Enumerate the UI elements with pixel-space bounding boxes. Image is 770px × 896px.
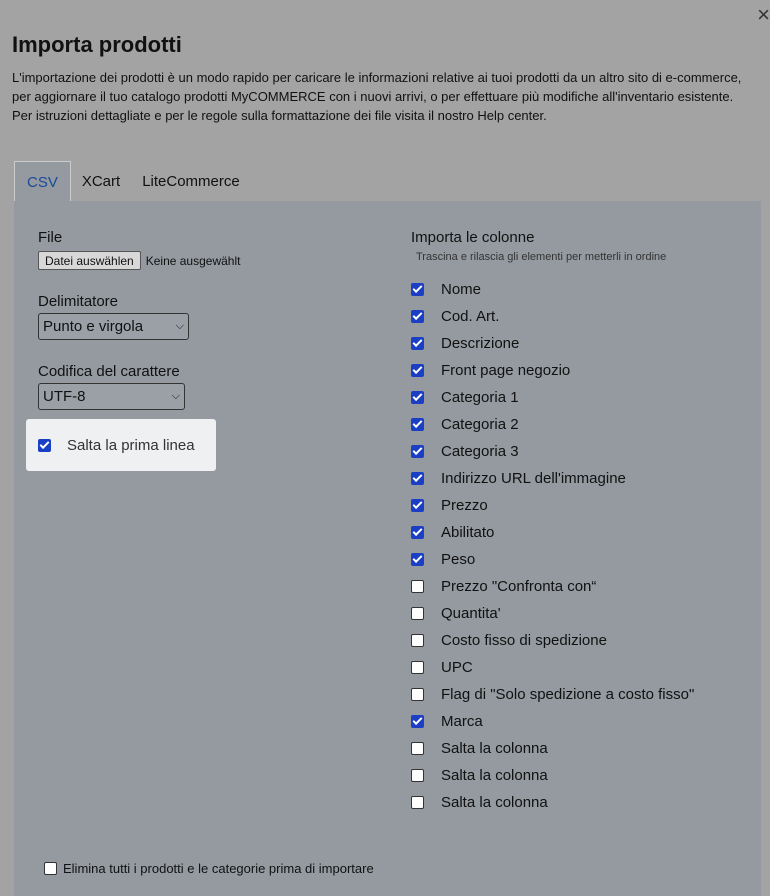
delimiter-label: Delimitatore: [38, 293, 119, 310]
column-item[interactable]: [411, 762, 694, 789]
close-icon[interactable]: ×: [757, 2, 770, 27]
column-checkbox[interactable]: [411, 337, 424, 350]
column-item[interactable]: [411, 735, 694, 762]
column-checkbox[interactable]: [411, 796, 424, 809]
column-checkbox[interactable]: [411, 418, 424, 431]
column-label: Costo fisso di spedizione: [441, 632, 607, 649]
dialog-title: Importa prodotti: [12, 32, 182, 57]
columns-hint: Trascina e rilascia gli elementi per metterli in ordine: [416, 251, 667, 263]
column-label: UPC: [441, 659, 473, 676]
encoding-value: UTF-8: [43, 388, 86, 405]
column-item[interactable]: [411, 303, 694, 330]
column-checkbox[interactable]: [411, 742, 424, 755]
columns-list: [411, 276, 694, 816]
column-label: Salta la colonna: [441, 794, 548, 811]
column-item[interactable]: [411, 546, 694, 573]
tab-litecommerce[interactable]: LiteCommerce: [142, 173, 240, 190]
delimiter-value: Punto e virgola: [43, 318, 144, 335]
column-checkbox[interactable]: [411, 715, 424, 728]
column-checkbox[interactable]: [411, 688, 424, 701]
file-label: File: [38, 229, 63, 246]
column-label: Front page negozio: [441, 362, 571, 379]
delete-all-checkbox[interactable]: [44, 862, 57, 875]
column-item[interactable]: [411, 600, 694, 627]
column-item[interactable]: [411, 789, 694, 816]
column-label: Quantita': [441, 605, 501, 622]
column-label: Indirizzo URL dell'immagine: [441, 470, 626, 487]
intro-text: L'importazione dei prodotti è un modo rapido per caricare le informazioni relative ai tuoi prodotti da un altro sito di e-commerce, per aggiornare il tuo catalogo prodotti MyCOMMERCE con i nuovi arrivi, o per effettuare più modifiche all'inventario esistente. Per istruzioni dettagliate e per le regole sulla formattazione dei file visita il nostro Help center.: [12, 70, 742, 123]
columns-title: Importa le colonne: [411, 229, 535, 246]
chevron-down-icon: ⌵: [171, 390, 180, 402]
column-label: Nome: [441, 281, 482, 298]
delete-all-option[interactable]: [44, 861, 374, 876]
file-status: Keine ausgewählt: [145, 253, 241, 268]
column-checkbox[interactable]: [411, 445, 424, 458]
column-item[interactable]: [411, 708, 694, 735]
tab-bar: [14, 161, 251, 201]
column-label: Cod. Art.: [441, 308, 500, 325]
column-label: Prezzo "Confronta con“: [441, 578, 597, 595]
column-label: Abilitato: [441, 524, 495, 541]
column-item[interactable]: [411, 681, 694, 708]
column-label: Salta la colonna: [441, 740, 548, 757]
skip-first-line-checkbox[interactable]: [38, 439, 51, 452]
encoding-select[interactable]: [38, 383, 185, 410]
tab-xcart[interactable]: XCart: [81, 173, 121, 190]
column-checkbox[interactable]: [411, 607, 424, 620]
column-label: Flag di "Solo spedizione a costo fisso": [441, 686, 695, 703]
column-label: Categoria 1: [441, 389, 519, 406]
column-item[interactable]: [411, 492, 694, 519]
column-item[interactable]: [411, 384, 694, 411]
column-checkbox[interactable]: [411, 283, 424, 296]
skip-first-line-option[interactable]: [26, 419, 216, 471]
column-checkbox[interactable]: [411, 472, 424, 485]
column-checkbox[interactable]: [411, 310, 424, 323]
tab-csv[interactable]: CSV: [14, 161, 71, 202]
column-item[interactable]: [411, 519, 694, 546]
file-picker: [38, 251, 240, 270]
column-checkbox[interactable]: [411, 499, 424, 512]
chevron-down-icon: ⌵: [175, 320, 184, 332]
column-item[interactable]: [411, 411, 694, 438]
column-checkbox[interactable]: [411, 553, 424, 566]
column-checkbox[interactable]: [411, 634, 424, 647]
column-checkbox[interactable]: [411, 526, 424, 539]
column-item[interactable]: [411, 654, 694, 681]
column-checkbox[interactable]: [411, 580, 424, 593]
column-label: Prezzo: [441, 497, 488, 514]
column-item[interactable]: [411, 438, 694, 465]
column-item[interactable]: [411, 627, 694, 654]
column-checkbox[interactable]: [411, 769, 424, 782]
column-label: Categoria 2: [441, 416, 519, 433]
choose-file-button[interactable]: Datei auswählen: [38, 251, 141, 270]
column-label: Descrizione: [441, 335, 520, 352]
column-item[interactable]: [411, 465, 694, 492]
column-checkbox[interactable]: [411, 661, 424, 674]
delete-all-label: Elimina tutti i prodotti e le categorie prima di importare: [63, 861, 374, 876]
skip-first-line-label: Salta la prima linea: [67, 436, 195, 454]
column-item[interactable]: [411, 330, 694, 357]
column-item[interactable]: [411, 573, 694, 600]
csv-panel: [14, 201, 761, 896]
column-item[interactable]: [411, 276, 694, 303]
column-label: Peso: [441, 551, 476, 568]
column-label: Marca: [441, 713, 483, 730]
column-item[interactable]: [411, 357, 694, 384]
delimiter-select[interactable]: [38, 313, 189, 340]
column-label: Salta la colonna: [441, 767, 548, 784]
column-checkbox[interactable]: [411, 391, 424, 404]
encoding-label: Codifica del carattere: [38, 363, 180, 380]
column-label: Categoria 3: [441, 443, 519, 460]
column-checkbox[interactable]: [411, 364, 424, 377]
